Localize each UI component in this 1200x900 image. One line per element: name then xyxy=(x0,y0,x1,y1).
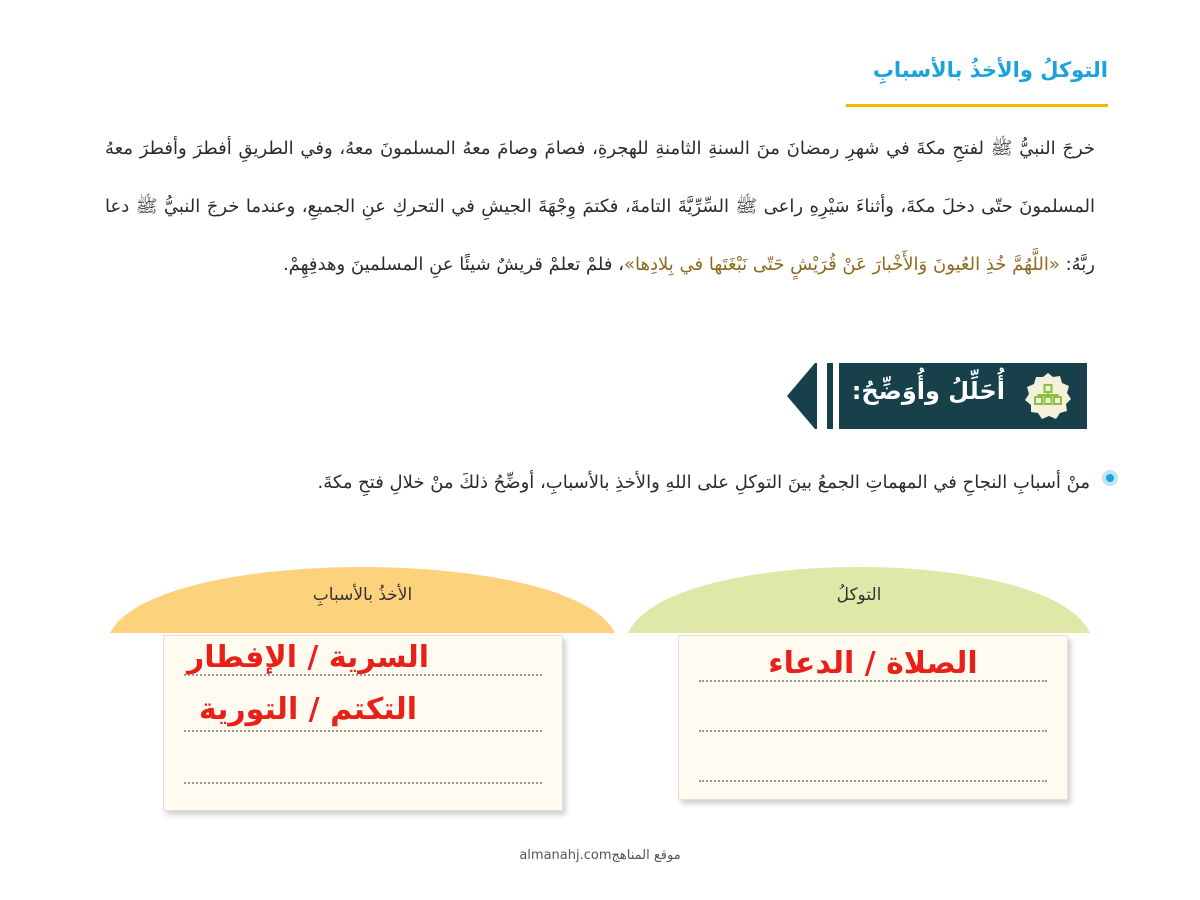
dotted-line xyxy=(184,782,542,784)
paragraph-text: خرجَ النبيُّ ﷺ لفتحِ مكةَ في شهرِ رمضانَ منَ السنةِ الثامنةِ للهجرةِ، فصامَ وصامَ معهُ المسلمونَ معهُ، وفي الطريقِ أفطرَ وأفطرَ معهُ المسلمونَ حتّى دخلَ مكةَ، وأثناءَ سَيْرِهِ راعى ﷺ السِّرِّيَّةَ التامةَ، فكتمَ وِجْهَةَ الجيشِ في التحركِ عنِ الجميعِ، وعندما خرجَ النبيُّ ﷺ دعا ربَّهُ: xyxy=(105,138,1095,275)
prophet-supplication-quote: «اللَّهُمَّ خُذِ العُيونَ وَالأَخْبارَ عَنْ قُرَيْشٍ حَتّى نَبْغَتَها في بِلادِها» xyxy=(624,254,1060,275)
analyze-explain-banner xyxy=(787,363,1087,429)
paragraph-ending: ، فلمْ تعلمْ قريشٌ شيئًا عنِ المسلمينَ وهدفِهِمْ. xyxy=(282,254,625,275)
card-body xyxy=(163,635,563,811)
dotted-line xyxy=(699,730,1047,732)
dotted-line xyxy=(699,780,1047,782)
handwritten-answer: السرية / الإفطار xyxy=(186,640,430,675)
footer-watermark: almanahj.comموقع المناهج xyxy=(519,848,681,863)
card-tawakkul xyxy=(628,545,1090,815)
handwritten-answer: التكتم / التورية xyxy=(198,692,418,727)
story-paragraph xyxy=(105,120,1095,294)
card-body xyxy=(678,635,1068,800)
diagram-badge-icon xyxy=(1023,371,1073,421)
section-title: التوكلُ والأخذُ بالأسبابِ xyxy=(872,58,1108,82)
dotted-line xyxy=(184,730,542,732)
card-taking-means xyxy=(110,545,615,815)
banner-label: أُحَلِّلُ وأُوَضِّحُ: xyxy=(851,377,1005,405)
question-text: منْ أسبابِ النجاحِ في المهماتِ الجمعُ بينَ التوكلِ على اللهِ والأخذِ بالأسبابِ، أوضِّحُ ذلكَ منْ خلالِ فتحِ مكةَ. xyxy=(317,472,1090,493)
bullet-circle-icon xyxy=(1102,470,1118,486)
title-underline xyxy=(846,104,1108,107)
card-title: الأخذُ بالأسبابِ xyxy=(312,585,413,605)
card-title: التوكلُ xyxy=(836,585,882,605)
handwritten-answer: الصلاة / الدعاء xyxy=(768,646,978,681)
